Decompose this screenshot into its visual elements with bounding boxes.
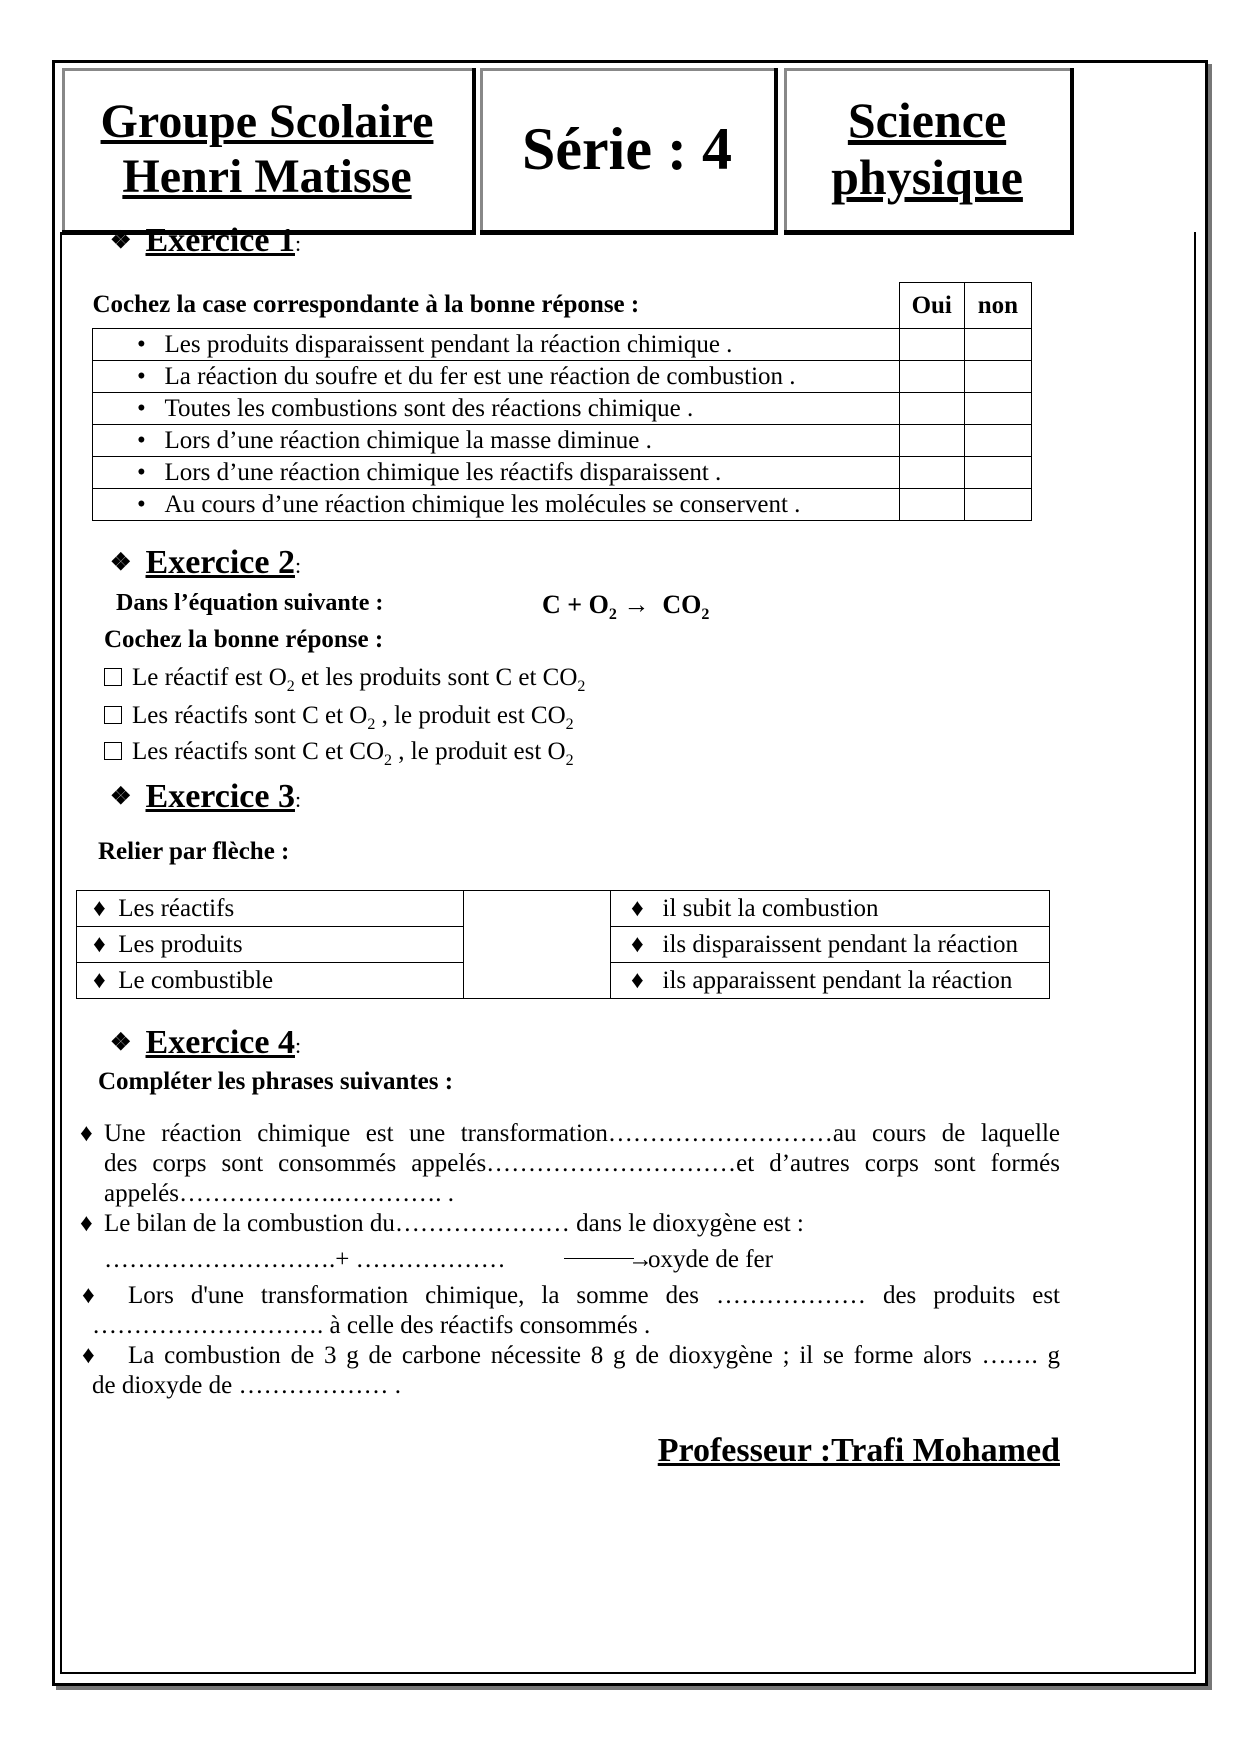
eq-reactants: C + O xyxy=(542,590,609,619)
exercice2-instruction: Cochez la bonne réponse : xyxy=(104,626,384,653)
left-item-text: Les réactifs xyxy=(118,894,235,922)
non-checkbox[interactable] xyxy=(964,457,1031,489)
col-non: non xyxy=(964,283,1031,329)
left-item[interactable]: ♦ Le combustible xyxy=(77,963,464,999)
option-text: et les produits sont C et CO xyxy=(294,664,578,691)
exercice4-instruction: Compléter les phrases suivantes : xyxy=(98,1068,454,1095)
subscript: 2 xyxy=(565,752,574,769)
school-box xyxy=(62,68,476,235)
subscript: 2 xyxy=(384,752,393,769)
colon: : xyxy=(294,1033,302,1058)
right-item[interactable]: ♦ il subit la combustion xyxy=(611,891,1050,927)
option-2[interactable] xyxy=(104,702,574,733)
checkbox-icon[interactable] xyxy=(104,668,122,686)
sentence-1-line1: Une réaction chimique est une transformation………………………au cours de laquelle xyxy=(104,1120,1060,1147)
left-item-text: Les produits xyxy=(118,930,243,958)
statement-row: • Toutes les combustions sont des réactions chimique . xyxy=(93,393,900,425)
oui-checkbox[interactable] xyxy=(899,457,964,489)
right-item[interactable]: ♦ ils disparaissent pendant la réaction xyxy=(611,927,1050,963)
school-name-line1: Groupe Scolaire xyxy=(100,94,434,148)
sentence-1-line2: des corps sont consommés appelés…………………………et d’autres corps sont formés xyxy=(104,1150,1060,1177)
subscript: 2 xyxy=(367,716,376,733)
serie-box xyxy=(480,68,778,235)
arrow-icon: → xyxy=(623,590,650,619)
right-item[interactable]: ♦ ils apparaissent pendant la réaction xyxy=(611,963,1050,999)
col-oui: Oui xyxy=(899,283,964,329)
exercice2-title: Exercice 2 xyxy=(145,544,295,581)
left-item-text: Le combustible xyxy=(118,966,274,994)
option-text: , le produit est O xyxy=(392,738,566,765)
statement-text: Lors d’une réaction chimique les réactifs disparaissent . xyxy=(164,458,722,486)
statement-text: Lors d’une réaction chimique la masse diminue . xyxy=(164,426,652,454)
exercice4-title: Exercice 4 xyxy=(145,1024,295,1061)
bullet-icon: ♦ xyxy=(82,1282,95,1309)
diamond-bullet-icon: ❖ xyxy=(110,550,132,576)
subject-line1: Science xyxy=(847,91,1007,148)
sentence-4-line2: de dioxyde de ……………… . xyxy=(92,1372,401,1399)
teacher-name: Professeur :Trafi Mohamed xyxy=(657,1432,1060,1469)
colon: : xyxy=(294,787,302,812)
equation-label: Dans l’équation suivante : xyxy=(116,590,384,616)
sentence-3-line1: Lors d'une transformation chimique, la somme des ……………… des produits est xyxy=(128,1282,1060,1309)
oui-checkbox[interactable] xyxy=(899,489,964,521)
exercice1-title: Exercice 1 xyxy=(145,222,295,259)
exercice1-instruction: Cochez la case correspondante à la bonne réponse : xyxy=(93,283,900,329)
eq-product: CO xyxy=(662,590,702,619)
option-text: Les réactifs sont C et CO xyxy=(132,738,385,765)
non-checkbox[interactable] xyxy=(964,393,1031,425)
serie-title: Série : 4 xyxy=(522,115,732,182)
exercice4-heading xyxy=(110,1024,301,1062)
left-item[interactable]: ♦ Les produits xyxy=(77,927,464,963)
right-item-text: il subit la combustion xyxy=(662,894,879,922)
subject-line2: physique xyxy=(831,149,1023,205)
statement-row: • Lors d’une réaction chimique la masse diminue . xyxy=(93,425,900,457)
option-text: , le produit est CO xyxy=(375,702,566,729)
subscript: 2 xyxy=(577,678,586,695)
statement-row: • Lors d’une réaction chimique les réactifs disparaissent . xyxy=(93,457,900,489)
bullet-icon: ♦ xyxy=(80,1210,93,1237)
left-item[interactable]: ♦ Les réactifs xyxy=(77,891,464,927)
subscript: 2 xyxy=(701,606,710,623)
diamond-bullet-icon: ❖ xyxy=(110,1030,132,1056)
exercice1-heading xyxy=(110,222,301,260)
sentence-2-blanks: ……………………….+ ……………… xyxy=(104,1246,506,1273)
subject-box xyxy=(784,68,1074,235)
statement-row: • La réaction du soufre et du fer est une réaction de combustion . xyxy=(93,361,900,393)
non-checkbox[interactable] xyxy=(964,329,1031,361)
sentence-2-line1: Le bilan de la combustion du………………… dans le dioxygène est : xyxy=(104,1210,804,1237)
arrow-area[interactable] xyxy=(464,891,611,999)
bullet-icon: ♦ xyxy=(82,1342,95,1369)
long-arrow xyxy=(564,1246,659,1274)
exercice1-table xyxy=(92,282,1032,521)
oui-checkbox[interactable] xyxy=(899,425,964,457)
statement-text: Au cours d’une réaction chimique les molécules se conservent . xyxy=(164,490,801,518)
statement-text: Les produits disparaissent pendant la réaction chimique . xyxy=(164,330,733,358)
oui-checkbox[interactable] xyxy=(899,329,964,361)
chemical-equation xyxy=(542,590,710,623)
statement-row: • Au cours d’une réaction chimique les molécules se conservent . xyxy=(93,489,900,521)
subscript: 2 xyxy=(565,716,574,733)
right-item-text: ils apparaissent pendant la réaction xyxy=(662,966,1013,994)
checkbox-icon[interactable] xyxy=(104,706,122,724)
non-checkbox[interactable] xyxy=(964,361,1031,393)
oui-checkbox[interactable] xyxy=(899,393,964,425)
bullet-icon: ♦ xyxy=(80,1120,93,1147)
exercice3-instruction: Relier par flèche : xyxy=(98,838,290,865)
sentence-4-line1: La combustion de 3 g de carbone nécessite 8 g de dioxygène ; il se forme alors ……. g xyxy=(128,1342,1060,1369)
option-1[interactable] xyxy=(104,664,586,695)
statement-row: • Les produits disparaissent pendant la réaction chimique . xyxy=(93,329,900,361)
diamond-bullet-icon: ❖ xyxy=(110,228,132,254)
subscript: 2 xyxy=(286,678,295,695)
arrow-icon: → xyxy=(628,1246,653,1273)
sentence-1-line3: appelés……………….…………. . xyxy=(104,1180,454,1207)
colon: : xyxy=(294,553,302,578)
statement-text: La réaction du soufre et du fer est une réaction de combustion . xyxy=(164,362,796,390)
statement-text: Toutes les combustions sont des réactions chimique . xyxy=(164,394,694,422)
non-checkbox[interactable] xyxy=(964,425,1031,457)
right-item-text: ils disparaissent pendant la réaction xyxy=(662,930,1018,958)
matching-table xyxy=(76,890,1050,999)
option-text: Le réactif est O xyxy=(132,664,287,691)
sentence-2-product: oxyde de fer xyxy=(648,1246,773,1273)
exercice3-heading xyxy=(110,778,301,816)
option-3[interactable] xyxy=(104,738,574,769)
sentence-3-line2: ………………………. à celle des réactifs consommés . xyxy=(92,1312,651,1339)
colon: : xyxy=(294,231,302,256)
exercice2-heading xyxy=(110,544,301,582)
oui-checkbox[interactable] xyxy=(899,361,964,393)
non-checkbox[interactable] xyxy=(964,489,1031,521)
diamond-bullet-icon: ❖ xyxy=(110,784,132,810)
school-name-line2: Henri Matisse xyxy=(122,150,412,203)
subscript: 2 xyxy=(608,606,617,623)
option-text: Les réactifs sont C et O xyxy=(132,702,368,729)
checkbox-icon[interactable] xyxy=(104,742,122,760)
exercice3-title: Exercice 3 xyxy=(145,778,295,815)
